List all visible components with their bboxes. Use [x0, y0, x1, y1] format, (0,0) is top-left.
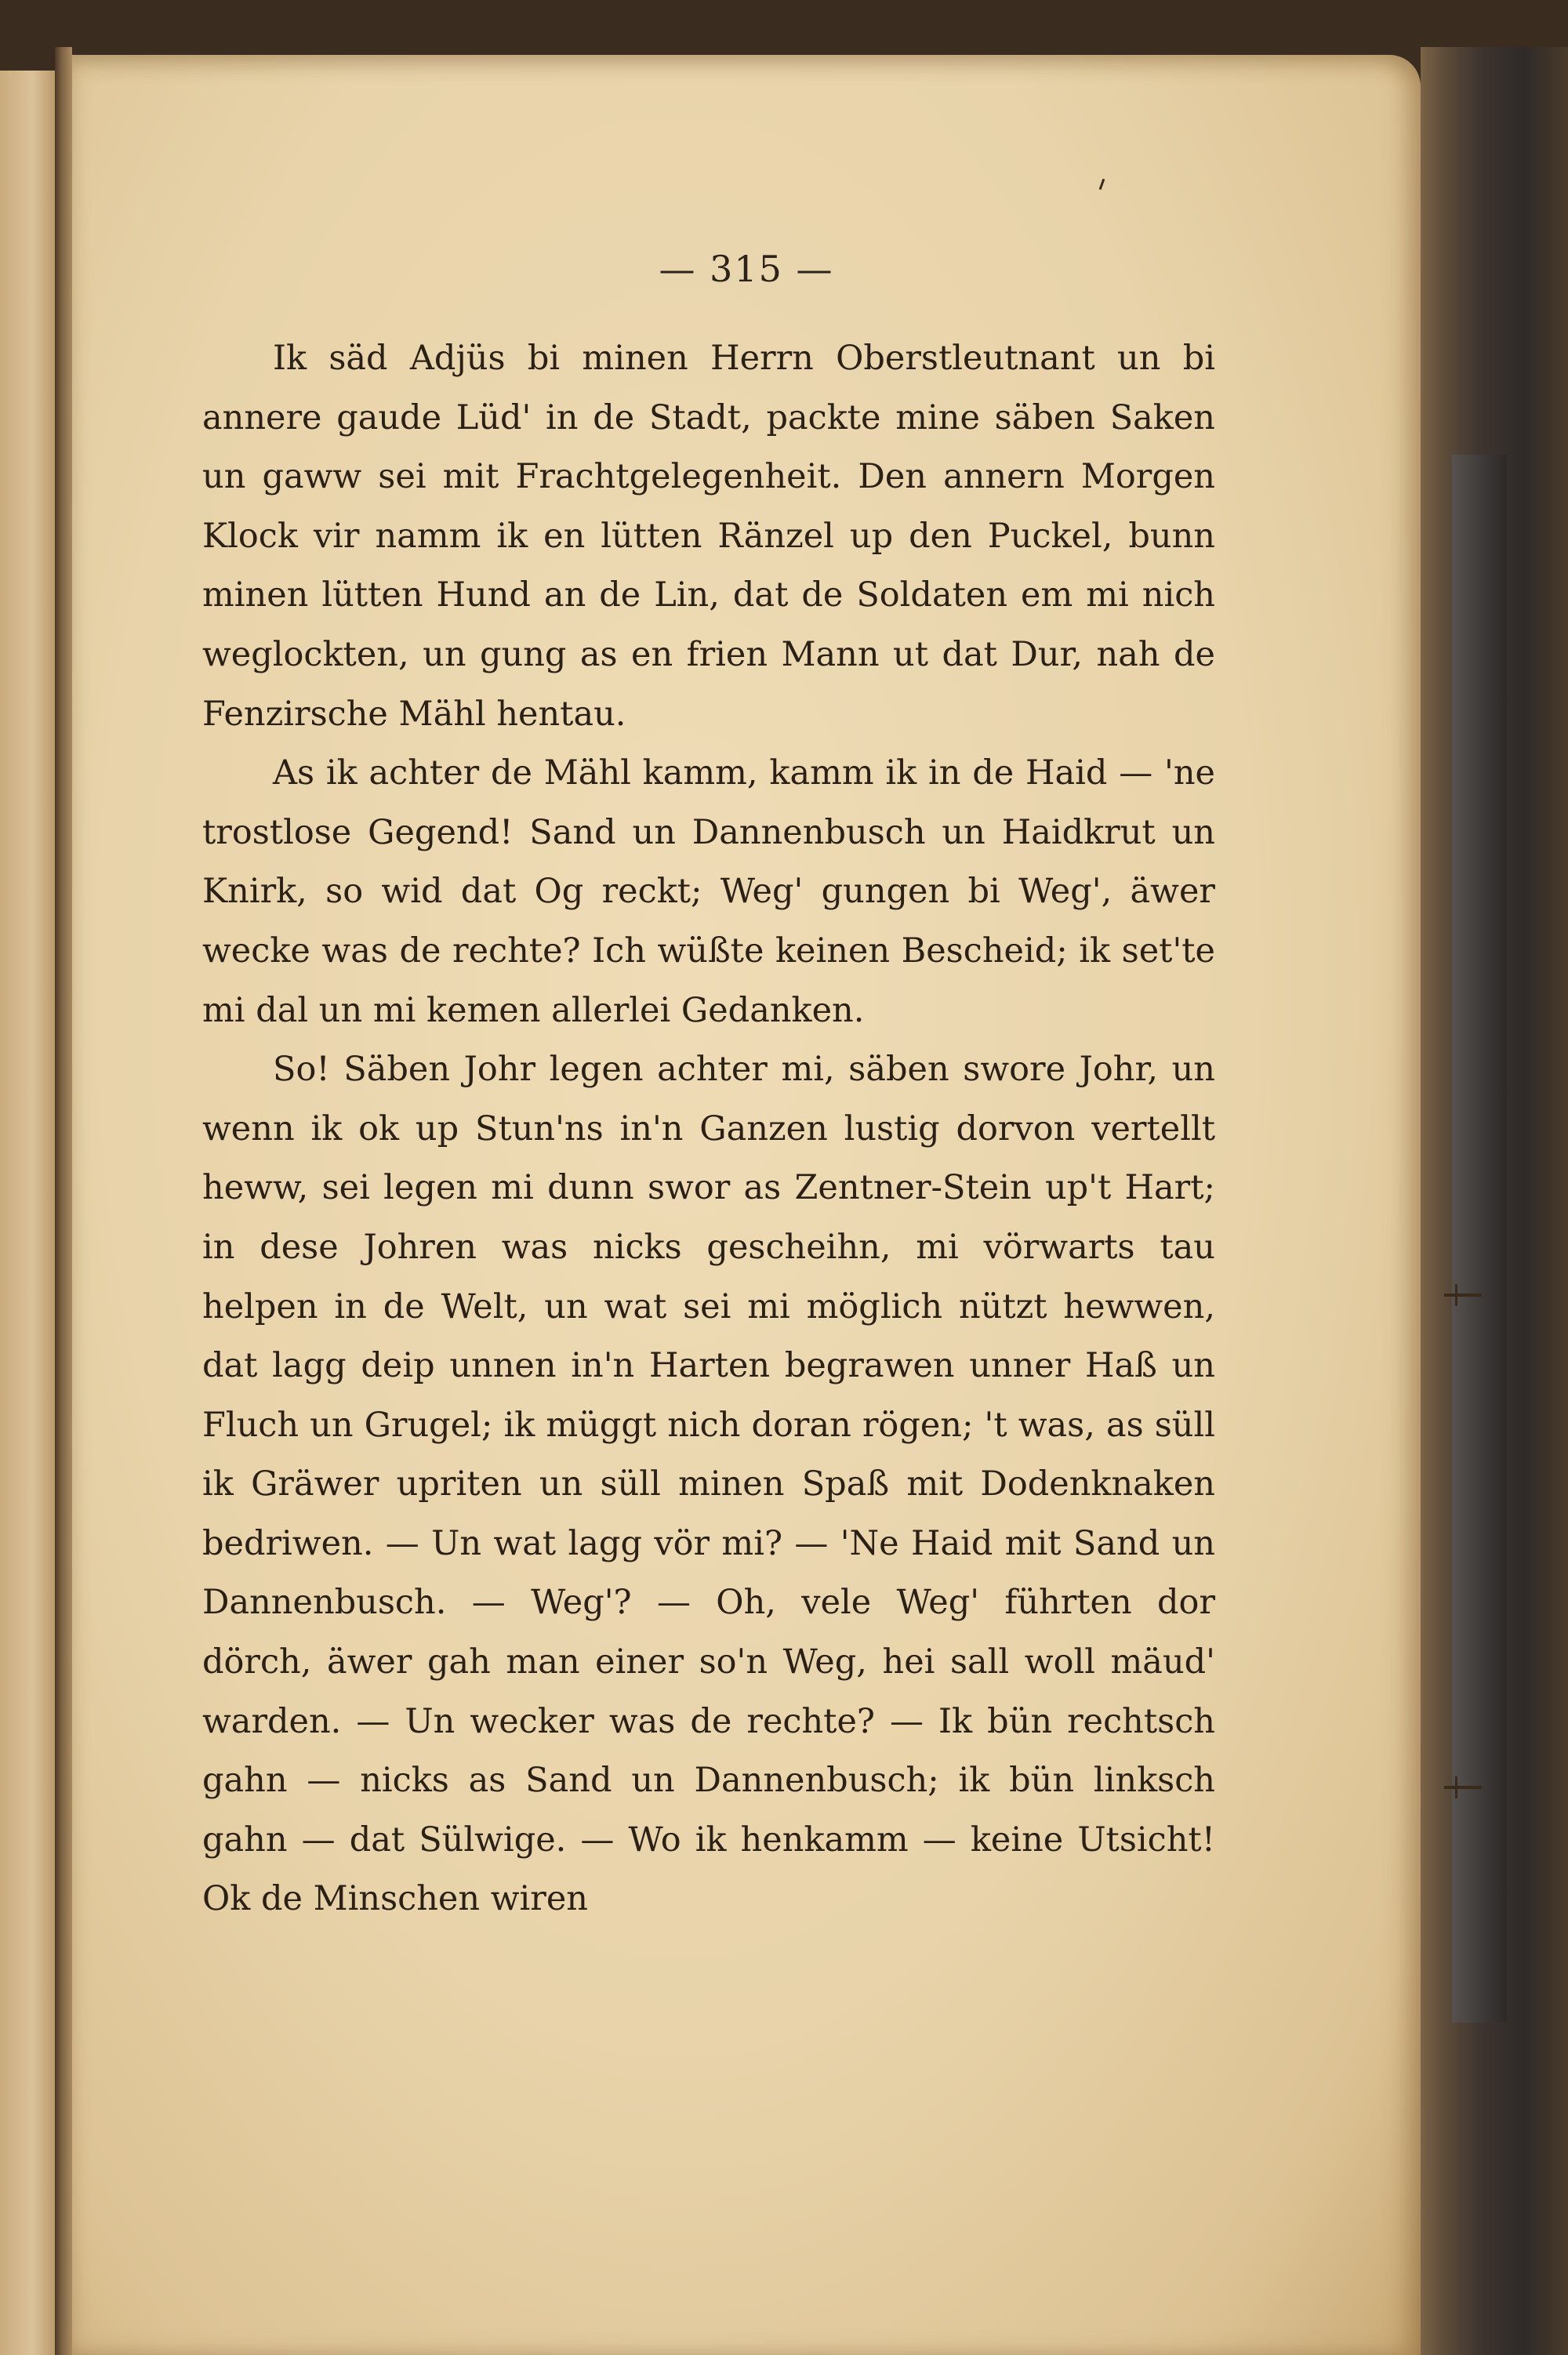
paragraph: Ik säd Adjüs bi minen Herrn Oberstleutnant un bi annere gaude Lüd' in de Stadt, packte mine säben Saken un gaww sei mit Frachtgelegenheit. Den annern Morgen Klock vir namm ik en lütten Ränzel up den Puckel, bunn minen lütten Hund an de Lin, dat de Soldaten em mi nich weglockten, un gung as en frien Mann ut dat Dur, nah de Fenzirsche Mähl hentau. [202, 339, 1215, 734]
worn-cover-edge [1421, 47, 1568, 2355]
book-gutter [55, 47, 72, 2355]
edge-tick-mark [1444, 1294, 1482, 1297]
paragraph: As ik achter de Mähl kamm, kamm ik in de Haid — 'ne trostlose Gegend! Sand un Dannenbusch un Haidkrut un Knirk, so wid dat Og reckt; Weg' gungen bi Weg', äwer wecke was de rechte? Ich wüßte keinen Bescheid; ik set'te mi dal un mi kemen allerlei Gedanken. [202, 753, 1215, 1030]
page-body-text [202, 329, 1215, 1929]
edge-tick-mark [1444, 1786, 1482, 1789]
facing-page-edge [0, 71, 57, 2355]
paragraph: So! Säben Johr legen achter mi, säben swore Johr, un wenn ik ok up Stun'ns in'n Ganzen lustig dorvon vertellt heww, sei legen mi dunn swor as Zentner-Stein up't Hart; in dese Johren was nicks gescheihn, mi vörwarts tau helpen in de Welt, un wat sei mi möglich nützt hewwen, dat lagg deip unnen in'n Harten begrawen unner Haß un Fluch un Grugel; ik müggt nich doran rögen; 't was, as süll ik Gräwer upriten un süll minen Spaß mit Dodenknaken bedriwen. — Un wat lagg vör mi? — 'Ne Haid mit Sand un Dannenbusch. — Weg'? — Oh, vele Weg' führten dor dörch, äwer gah man einer so'n Weg, hei sall woll mäud' warden. — Un wecker was de rechte? — Ik bün rechtsch gahn — nicks as Sand un Dannenbusch; ik bün linksch gahn — dat Sülwige. — Wo ik henkamm — keine Utsicht! Ok de Minschen wiren [202, 1050, 1215, 1919]
page-number: — 315 — [659, 248, 834, 290]
